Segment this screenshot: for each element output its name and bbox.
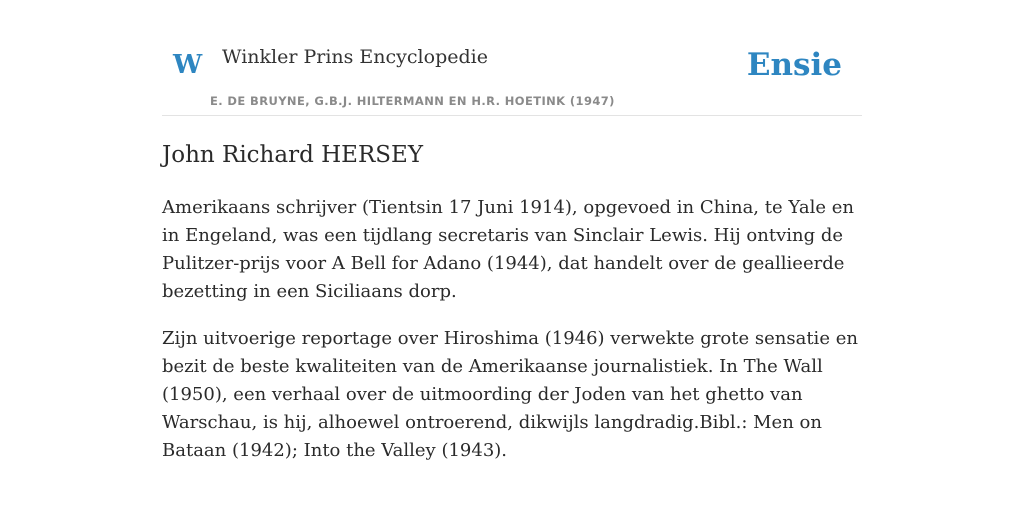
source-header [162, 0, 862, 116]
ensie-logo-link[interactable]: Ensie [746, 47, 842, 83]
entry-paragraph-1: Amerikaans schrijver (Tientsin 17 Juni 1914), opgevoed in China, te Yale en in Engeland, was een tijdlang secretaris van Sinclair Lewis. Hij ontving de Pulitzer-prijs voor A Bell for Adano (1944), dat handelt over de geallieerde bezetting in een Siciliaans dorp. [162, 196, 854, 302]
encyclopedia-logo-icon[interactable]: W [173, 50, 203, 80]
entry-title: John Richard HERSEY [162, 142, 424, 168]
source-title-link[interactable]: Winkler Prins Encyclopedie [222, 46, 488, 68]
source-authors: E. DE BRUYNE, G.B.J. HILTERMANN EN H.R. HOETINK (1947) [210, 94, 615, 108]
entry-paragraph-2: Zijn uitvoerige reportage over Hiroshima (1946) verwekte grote sensatie en bezit de beste kwaliteiten van de Amerikaanse journalistiek. In The Wall (1950), een verhaal over de uitmoording der Joden van het ghetto van Warschau, is hij, alhoewel ontroerend, dikwijls langdradig.Bibl.: Men on Bataan (1942); Into the Valley (1943). [162, 327, 858, 461]
page-container [162, 0, 862, 465]
